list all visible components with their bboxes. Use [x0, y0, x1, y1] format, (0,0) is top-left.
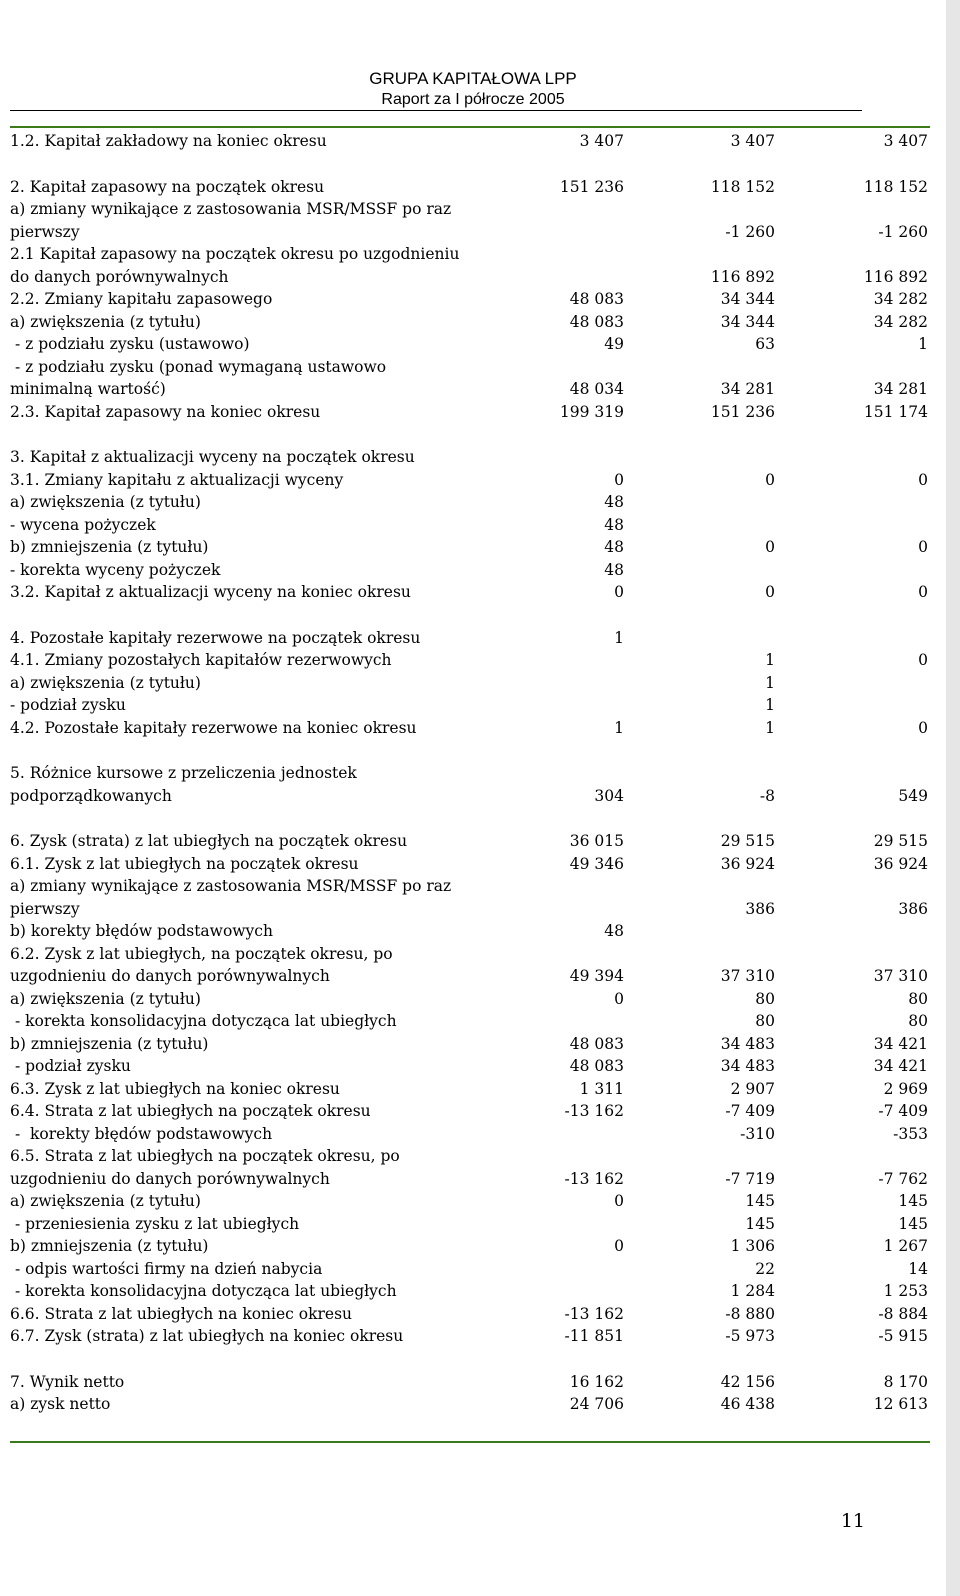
table-row — [10, 581, 930, 604]
table-row — [10, 1258, 930, 1281]
row-value-v2: 2 907 — [730, 1079, 775, 1098]
row-value-v2: 46 438 — [720, 1395, 775, 1413]
row-value-v3: -7 409 — [878, 1102, 928, 1120]
row-value-v1: 48 — [604, 560, 624, 579]
table-row — [10, 1033, 930, 1056]
row-value-v2: 1 306 — [730, 1237, 775, 1255]
row-value-v2: 1 284 — [730, 1282, 775, 1300]
table-row — [10, 1213, 930, 1236]
row-label: a) zmiany wynikające z zastosowania MSR/MSSF po raz pierwszy — [10, 200, 452, 241]
row-label: - korekta konsolidacyjna dotycząca lat ubiegłych — [10, 1012, 397, 1030]
row-value-v3: 8 170 — [883, 1372, 928, 1391]
row-value-v2: -8 880 — [725, 1304, 775, 1323]
row-value-v1: 49 394 — [569, 967, 624, 985]
row-value-v2: -1 260 — [725, 222, 775, 241]
row-label: 6.2. Zysk z lat ubiegłych, na początek okresu, po uzgodnieniu do danych porównywalnych — [10, 944, 393, 985]
row-label: a) zwiększenia (z tytułu) — [10, 673, 201, 692]
row-value-v2: 1 — [765, 673, 775, 692]
row-value-v1: 49 346 — [569, 854, 624, 873]
table-row — [10, 1235, 930, 1258]
table-row — [10, 1145, 930, 1190]
table-row — [10, 1123, 930, 1146]
row-value-v1: 1 — [614, 628, 624, 647]
table-row — [10, 514, 930, 537]
row-value-v1: 49 — [604, 335, 624, 353]
row-value-v1: 48 083 — [569, 1034, 624, 1053]
row-value-v1: 1 — [614, 718, 624, 737]
row-value-v1: 0 — [614, 1192, 624, 1210]
row-value-v3: 118 152 — [863, 177, 928, 196]
row-label: 6.7. Zysk (strata) z lat ubiegłych na koniec okresu — [10, 1327, 404, 1345]
row-value-v3: 0 — [918, 583, 928, 601]
row-value-v1: -13 162 — [564, 1169, 624, 1188]
row-label: a) zwiększenia (z tytułu) — [10, 493, 201, 511]
row-label: 6. Zysk (strata) z lat ubiegłych na początek okresu — [10, 832, 408, 850]
row-value-v2: 0 — [765, 470, 775, 489]
table-row — [10, 130, 930, 153]
row-value-v2: 145 — [745, 1214, 775, 1233]
row-label: 3.1. Zmiany kapitału z aktualizacji wyceny — [10, 470, 344, 489]
row-label: 2.1 Kapitał zapasowy na początek okresu po uzgodnieniu do danych porównywalnych — [10, 245, 460, 286]
table-row — [10, 1190, 930, 1213]
row-label: 4.1. Zmiany pozostałych kapitałów rezerwowych — [10, 651, 392, 669]
row-value-v3: 34 421 — [873, 1034, 928, 1053]
table-row — [10, 1010, 930, 1033]
row-value-v3: 3 407 — [883, 132, 928, 150]
row-spacer — [10, 423, 930, 446]
row-value-v3: 14 — [908, 1259, 928, 1278]
page-number: 11 — [840, 1510, 865, 1532]
row-label: b) zmniejszenia (z tytułu) — [10, 538, 209, 556]
table-row — [10, 943, 930, 988]
table-row — [10, 1055, 930, 1078]
row-value-v1: 151 236 — [559, 177, 624, 196]
row-label: - z podziału zysku (ustawowo) — [10, 335, 250, 353]
table-row — [10, 491, 930, 514]
row-value-v3: 0 — [918, 538, 928, 556]
table-top-rule — [10, 126, 930, 128]
row-spacer — [10, 604, 930, 627]
table-row — [10, 875, 930, 920]
row-value-v3: 151 174 — [863, 402, 928, 421]
table-row — [10, 694, 930, 717]
row-value-v2: 34 344 — [720, 312, 775, 331]
table-row — [10, 672, 930, 695]
row-value-v1: 48 034 — [569, 380, 624, 398]
company-name: GRUPA KAPITAŁOWA LPP — [369, 69, 577, 88]
row-label: 6.3. Zysk z lat ubiegłych na koniec okresu — [10, 1079, 340, 1098]
row-value-v3: 80 — [908, 989, 928, 1008]
row-label: 6.4. Strata z lat ubiegłych na początek okresu — [10, 1102, 371, 1120]
table-row — [10, 1371, 930, 1394]
row-label: - podział zysku — [10, 1057, 131, 1075]
table-row — [10, 1303, 930, 1326]
row-value-v3: 386 — [898, 899, 928, 918]
row-value-v2: 63 — [755, 335, 775, 353]
row-label: 2.3. Kapitał zapasowy na koniec okresu — [10, 402, 321, 421]
row-label: 1.2. Kapitał zakładowy na koniec okresu — [10, 132, 327, 150]
row-value-v1: 48 — [604, 515, 624, 534]
row-value-v3: 12 613 — [873, 1395, 928, 1413]
row-value-v2: 386 — [745, 899, 775, 918]
row-value-v1: -13 162 — [564, 1304, 624, 1323]
table-row — [10, 830, 930, 853]
row-value-v1: 1 311 — [579, 1079, 624, 1098]
row-value-v3: 36 924 — [873, 854, 928, 873]
row-label: 4. Pozostałe kapitały rezerwowe na początek okresu — [10, 628, 421, 647]
row-value-v2: 34 483 — [720, 1034, 775, 1053]
table-row — [10, 853, 930, 876]
row-value-v1: -11 851 — [564, 1327, 624, 1345]
row-value-v2: 34 281 — [720, 380, 775, 398]
row-value-v2: 34 483 — [720, 1057, 775, 1075]
row-value-v1: 24 706 — [569, 1395, 624, 1413]
table-row — [10, 920, 930, 943]
table-row — [10, 469, 930, 492]
row-label: 2.2. Zmiany kapitału zapasowego — [10, 290, 273, 308]
row-value-v2: 151 236 — [710, 402, 775, 421]
row-value-v2: 0 — [765, 583, 775, 601]
row-value-v1: 48 083 — [569, 312, 624, 331]
row-value-v3: 2 969 — [883, 1079, 928, 1098]
row-label: - korekty błędów podstawowych — [10, 1124, 273, 1143]
row-value-v1: 36 015 — [569, 832, 624, 850]
row-value-v3: 145 — [898, 1192, 928, 1210]
table-row — [10, 198, 930, 243]
table-row — [10, 176, 930, 199]
row-label: b) zmniejszenia (z tytułu) — [10, 1034, 209, 1053]
row-label: a) zwiększenia (z tytułu) — [10, 989, 201, 1008]
row-value-v2: 36 924 — [720, 854, 775, 873]
row-value-v2: 22 — [755, 1259, 775, 1278]
row-label: b) korekty błędów podstawowych — [10, 922, 273, 940]
row-value-v2: 0 — [765, 538, 775, 556]
row-value-v2: 1 — [765, 696, 775, 714]
row-value-v3: 0 — [918, 470, 928, 489]
table-row — [10, 627, 930, 650]
row-label: a) zwiększenia (z tytułu) — [10, 312, 201, 331]
row-value-v1: 304 — [594, 786, 624, 805]
row-value-v2: -310 — [740, 1124, 775, 1143]
table-row — [10, 333, 930, 356]
table-row — [10, 536, 930, 559]
row-value-v1: 3 407 — [579, 132, 624, 150]
row-label: 7. Wynik netto — [10, 1372, 125, 1391]
row-label: - korekta wyceny pożyczek — [10, 560, 221, 579]
row-label: a) zysk netto — [10, 1395, 111, 1413]
table-row — [10, 762, 930, 807]
row-value-v2: 42 156 — [720, 1372, 775, 1391]
table-row — [10, 356, 930, 401]
row-spacer — [10, 1348, 930, 1371]
row-label: 3. Kapitał z aktualizacji wyceny na początek okresu — [10, 448, 415, 466]
row-label: b) zmniejszenia (z tytułu) — [10, 1237, 209, 1255]
row-spacer — [10, 807, 930, 830]
row-value-v2: 116 892 — [710, 267, 775, 286]
row-label: - z podziału zysku (ponad wymaganą ustawowo minimalną wartość) — [10, 357, 387, 398]
row-value-v1: 48 — [604, 493, 624, 511]
row-value-v1: 48 083 — [569, 1057, 624, 1075]
row-value-v3: -7 762 — [878, 1169, 928, 1188]
row-value-v3: 116 892 — [863, 267, 928, 286]
table-row — [10, 446, 930, 469]
table-row — [10, 288, 930, 311]
row-label: 4.2. Pozostałe kapitały rezerwowe na koniec okresu — [10, 718, 417, 737]
row-value-v3: 145 — [898, 1214, 928, 1233]
row-value-v3: -8 884 — [878, 1304, 928, 1323]
row-value-v1: 16 162 — [569, 1372, 624, 1391]
row-value-v2: -5 973 — [725, 1327, 775, 1345]
row-value-v2: 37 310 — [720, 967, 775, 985]
table-row — [10, 559, 930, 582]
row-value-v1: 0 — [614, 1237, 624, 1255]
row-spacer — [10, 153, 930, 176]
row-value-v3: -5 915 — [878, 1327, 928, 1345]
row-value-v2: 1 — [765, 718, 775, 737]
row-value-v2: 118 152 — [710, 177, 775, 196]
row-label: 5. Różnice kursowe z przeliczenia jednostek podporządkowanych — [10, 764, 357, 805]
row-value-v2: 3 407 — [730, 132, 775, 150]
row-value-v2: 34 344 — [720, 290, 775, 308]
row-value-v2: -7 409 — [725, 1102, 775, 1120]
row-value-v2: 1 — [765, 651, 775, 669]
row-value-v2: -8 — [759, 786, 775, 805]
row-label: - przeniesienia zysku z lat ubiegłych — [10, 1214, 300, 1233]
row-value-v2: -7 719 — [725, 1169, 775, 1188]
row-value-v1: 48 — [604, 538, 624, 556]
row-value-v3: 37 310 — [873, 967, 928, 985]
row-label: - podział zysku — [10, 696, 126, 714]
page-edge-strip — [946, 0, 960, 1596]
table-row — [10, 649, 930, 672]
row-spacer — [10, 739, 930, 762]
row-label: 6.6. Strata z lat ubiegłych na koniec okresu — [10, 1304, 353, 1323]
row-label: 6.5. Strata z lat ubiegłych na początek okresu, po uzgodnieniu do danych porównywalnych — [10, 1147, 400, 1188]
table-row — [10, 1100, 930, 1123]
row-value-v3: 34 281 — [873, 380, 928, 398]
row-label: a) zmiany wynikające z zastosowania MSR/MSSF po raz pierwszy — [10, 877, 452, 918]
row-value-v1: 0 — [614, 583, 624, 601]
row-value-v3: 1 — [918, 335, 928, 353]
table-row — [10, 311, 930, 334]
row-label: - wycena pożyczek — [10, 515, 156, 534]
table-row — [10, 243, 930, 288]
row-value-v3: 1 267 — [883, 1237, 928, 1255]
row-value-v1: 0 — [614, 470, 624, 489]
row-label: a) zwiększenia (z tytułu) — [10, 1192, 201, 1210]
table-bottom-rule — [10, 1441, 930, 1443]
row-value-v2: 80 — [755, 1012, 775, 1030]
row-value-v3: 1 253 — [883, 1282, 928, 1300]
row-value-v3: 34 282 — [873, 290, 928, 308]
table-row — [10, 401, 930, 424]
row-value-v1: 48 083 — [569, 290, 624, 308]
row-value-v2: 29 515 — [720, 832, 775, 850]
row-value-v3: 0 — [918, 718, 928, 737]
row-value-v1: 199 319 — [559, 402, 624, 421]
table-row — [10, 1393, 930, 1416]
table-row — [10, 1078, 930, 1101]
row-value-v3: 80 — [908, 1012, 928, 1030]
row-value-v3: 29 515 — [873, 832, 928, 850]
row-label: 2. Kapitał zapasowy na początek okresu — [10, 177, 325, 196]
table-row — [10, 717, 930, 740]
row-value-v3: 34 421 — [873, 1057, 928, 1075]
table-row — [10, 1325, 930, 1348]
row-value-v3: 34 282 — [873, 312, 928, 331]
row-value-v2: 145 — [745, 1192, 775, 1210]
header-rule — [10, 110, 862, 111]
row-value-v1: 48 — [604, 922, 624, 940]
report-title: Raport za I półrocze 2005 — [381, 91, 565, 108]
row-value-v3: -1 260 — [878, 222, 928, 241]
row-label: 3.2. Kapitał z aktualizacji wyceny na koniec okresu — [10, 583, 411, 601]
equity-changes-table — [10, 130, 930, 1416]
row-label: - odpis wartości firmy na dzień nabycia — [10, 1259, 323, 1278]
table-row — [10, 1280, 930, 1303]
row-value-v2: 80 — [755, 989, 775, 1008]
row-label: - korekta konsolidacyjna dotycząca lat ubiegłych — [10, 1282, 397, 1300]
row-value-v3: -353 — [893, 1124, 928, 1143]
row-value-v3: 0 — [918, 651, 928, 669]
row-value-v1: -13 162 — [564, 1102, 624, 1120]
row-value-v3: 549 — [898, 786, 928, 805]
table-row — [10, 988, 930, 1011]
row-value-v1: 0 — [614, 989, 624, 1008]
row-label: 6.1. Zysk z lat ubiegłych na początek okresu — [10, 854, 359, 873]
